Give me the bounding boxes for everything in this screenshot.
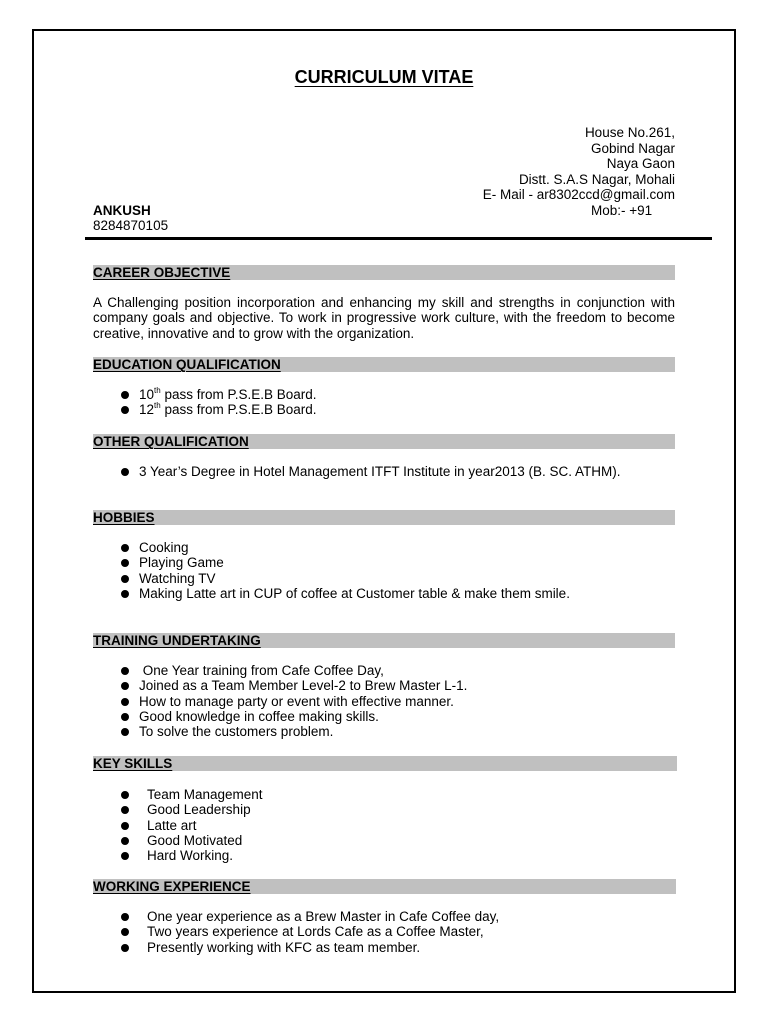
- section-heading-key-skills: KEY SKILLS: [93, 756, 677, 771]
- list-item: One year experience as a Brew Master in Cafe Coffee day,: [0, 909, 352, 924]
- list-item: Latte art: [0, 818, 116, 833]
- list-item: To solve the customers problem.: [0, 724, 328, 739]
- section-heading-working-experience: WORKING EXPERIENCE: [93, 879, 676, 894]
- address-line-house: House No.261,: [584, 125, 675, 140]
- address-line-district: Distt. S.A.S Nagar, Mohali: [518, 171, 675, 187]
- other-qualification-list: [0, 464, 621, 479]
- candidate-name: ANKUSH: [93, 203, 151, 218]
- list-item: How to manage party or event with effective manner.: [0, 694, 328, 709]
- address-block: [483, 125, 675, 203]
- list-item: Good Leadership: [0, 802, 116, 817]
- section-heading-education: EDUCATION QUALIFICATION: [93, 357, 675, 372]
- list-item: Watching TV: [0, 571, 431, 586]
- bullet-icon: [121, 667, 129, 675]
- list-item: One Year training from Cafe Coffee Day,: [0, 663, 328, 678]
- working-experience-list: [0, 909, 500, 955]
- bullet-icon: [121, 713, 129, 721]
- section-heading-hobbies: HOBBIES: [93, 510, 675, 525]
- email-line: E- Mail - ar8302ccd@gmail.com: [482, 187, 675, 203]
- list-item: Good knowledge in coffee making skills.: [0, 709, 328, 724]
- address-line-village: Naya Gaon: [606, 156, 675, 172]
- list-item: Presently working with KFC as team member.: [0, 940, 352, 955]
- document-title: CURRICULUM VITAE: [294, 67, 474, 87]
- hobbies-list: [0, 540, 570, 601]
- bullet-icon: [121, 728, 129, 736]
- header-divider: [85, 237, 712, 240]
- key-skills-list: [0, 787, 263, 864]
- training-list: [0, 663, 468, 740]
- section-heading-other-qualification: OTHER QUALIFICATION: [93, 434, 675, 449]
- candidate-phone: 8284870105: [93, 218, 169, 233]
- list-item: Team Management: [0, 787, 116, 802]
- bullet-icon: [121, 544, 129, 552]
- bullet-icon: [121, 559, 129, 567]
- list-item: 12th pass from P.S.E.B Board.: [0, 402, 178, 417]
- bullet-icon: [121, 682, 129, 690]
- bullet-icon: [121, 791, 129, 799]
- list-item: Cooking: [0, 540, 431, 555]
- section-heading-training: TRAINING UNDERTAKING: [93, 633, 675, 648]
- list-item: Two years experience at Lords Cafe as a Coffee Master,: [0, 924, 352, 939]
- section-heading-career-objective: CAREER OBJECTIVE: [93, 265, 675, 280]
- bullet-icon: [121, 822, 129, 830]
- list-item: Joined as a Team Member Level-2 to Brew Master L-1.: [0, 678, 328, 693]
- bullet-icon: [121, 590, 129, 598]
- bullet-icon: [121, 391, 129, 399]
- bullet-icon: [121, 928, 129, 936]
- bullet-icon: [121, 944, 129, 952]
- bullet-icon: [121, 837, 129, 845]
- career-objective-text: A Challenging position incorporation and enhancing my skill and strengths in conjunction with company goals and objective. To work in progressive work culture, with the freedom to become creative, innovative and to grow with the organization.: [93, 295, 675, 341]
- list-item: Good Motivated: [0, 833, 116, 848]
- list-item: 3 Year’s Degree in Hotel Management ITFT Institute in year2013 (B. SC. ATHM).: [0, 464, 481, 479]
- list-item: 10th pass from P.S.E.B Board.: [0, 387, 178, 402]
- list-item: Hard Working.: [0, 848, 116, 863]
- bullet-icon: [121, 468, 129, 476]
- education-list: [0, 386, 317, 418]
- bullet-icon: [121, 698, 129, 706]
- list-item: Playing Game: [0, 555, 431, 570]
- address-line-area: Gobind Nagar: [590, 140, 675, 156]
- bullet-icon: [121, 913, 129, 921]
- bullet-icon: [121, 406, 129, 414]
- mobile-line: Mob:- +91: [591, 203, 653, 218]
- list-item: Making Latte art in CUP of coffee at Customer table & make them smile.: [0, 586, 431, 601]
- bullet-icon: [121, 575, 129, 583]
